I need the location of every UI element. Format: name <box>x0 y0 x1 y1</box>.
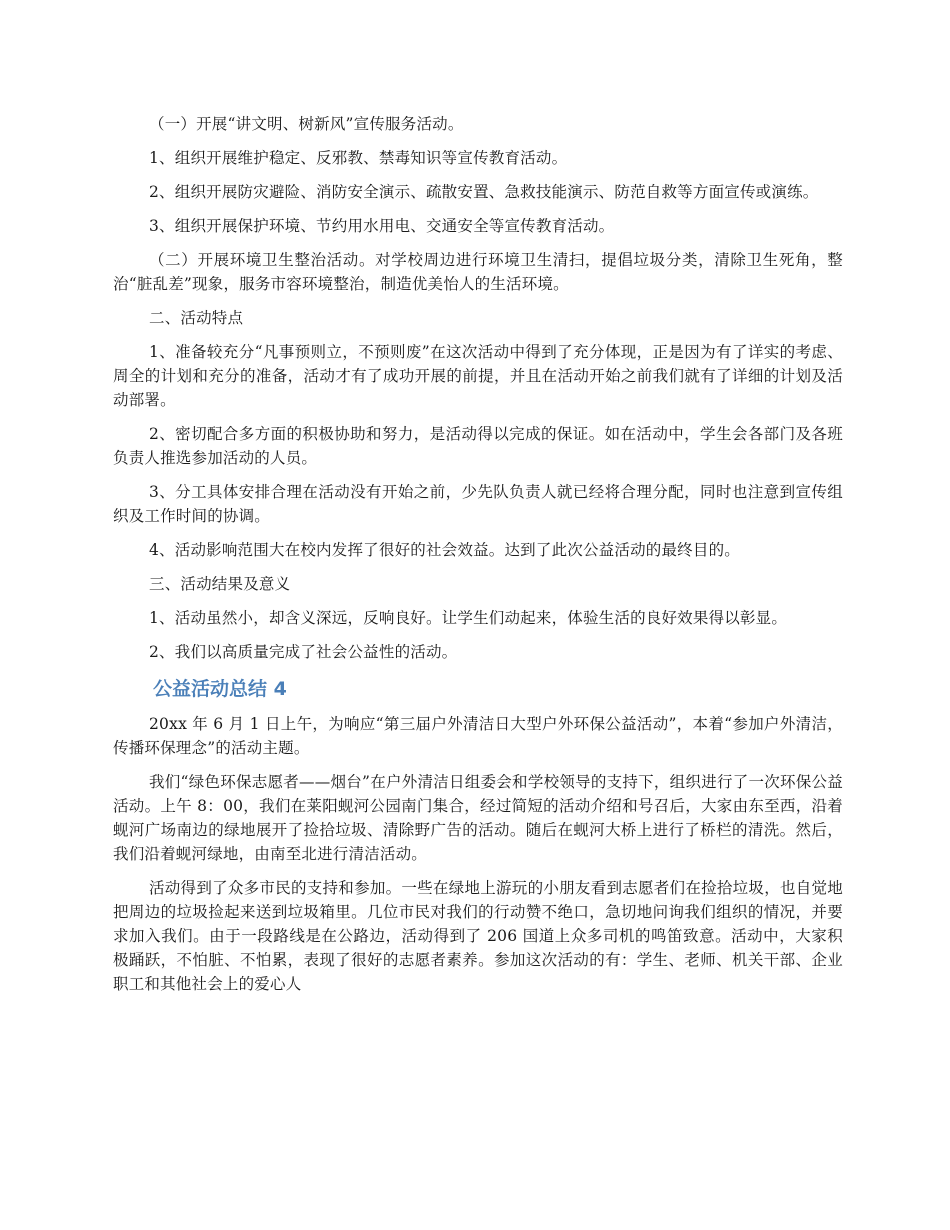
paragraph: 2、密切配合多方面的积极协助和努力，是活动得以完成的保证。如在活动中，学生会各部门及各班负责人推选参加活动的人员。 <box>113 425 843 467</box>
paragraph: 2、组织开展防灾避险、消防安全演示、疏散安置、急救技能演示、防范自救等方面宣传或演练。 <box>149 183 819 201</box>
paragraph: 1、组织开展维护稳定、反邪教、禁毒知识等宣传教育活动。 <box>149 149 568 167</box>
paragraph: 1、活动虽然小，却含义深远，反响良好。让学生们动起来，体验生活的良好效果得以彰显。 <box>149 609 788 627</box>
paragraph: （二）开展环境卫生整治活动。对学校周边进行环境卫生清扫，提倡垃圾分类，清除卫生死角，整治“脏乱差”现象，服务市容环境整治，制造优美怡人的生活环境。 <box>113 251 843 293</box>
paragraph: 2、我们以高质量完成了社会公益性的活动。 <box>149 643 458 661</box>
paragraph: 1、准备较充分“凡事预则立，不预则废”在这次活动中得到了充分体现，正是因为有了详实的考虑、周全的计划和充分的准备，活动才有了成功开展的前提，并且在活动开始之前我们就有了详细的计划及活动部署。 <box>113 343 843 409</box>
article-heading: 公益活动总结 4 <box>153 678 287 700</box>
paragraph: 20xx 年 6 月 1 日上午，为响应“第三届户外清洁日大型户外环保公益活动”，本着“参加户外清洁，传播环保理念”的活动主题。 <box>113 715 843 757</box>
document-body <box>113 112 843 1006</box>
paragraph: （一）开展“讲文明、树新风”宣传服务活动。 <box>149 115 464 133</box>
paragraph: 4、活动影响范围大在校内发挥了很好的社会效益。达到了此次公益活动的最终目的。 <box>149 541 740 559</box>
paragraph: 3、组织开展保护环境、节约用水用电、交通安全等宣传教育活动。 <box>149 217 615 235</box>
paragraph: 我们“绿色环保志愿者——烟台”在户外清洁日组委会和学校领导的支持下，组织进行了一次环保公益活动。上午 8：00，我们在莱阳蚬河公园南门集合，经过简短的活动介绍和号召后，大家由东至西，沿着蚬河广场南边的绿地展开了捡拾垃圾、清除野广告的活动。随后在蚬河大桥上进行了桥栏的清洗。然后，我们沿着蚬河绿地，由南至北进行清洁活动。 <box>113 773 843 863</box>
paragraph: 活动得到了众多市民的支持和参加。一些在绿地上游玩的小朋友看到志愿者们在捡拾垃圾，也自觉地把周边的垃圾捡起来送到垃圾箱里。几位市民对我们的行动赞不绝口，急切地问询我们组织的情况，并要求加入我们。由于一段路线是在公路边，活动得到了 206 国道上众多司机的鸣笛致意。活动中，大家积极踊跃，不怕脏、不怕累，表现了很好的志愿者素养。参加这次活动的有：学生、老师、机关干部、企业职工和其他社会上的爱心人 <box>113 879 843 993</box>
paragraph: 3、分工具体安排合理在活动没有开始之前，少先队负责人就已经将合理分配，同时也注意到宣传组织及工作时间的协调。 <box>113 483 843 525</box>
section-title: 三、活动结果及意义 <box>149 575 291 593</box>
section-title: 二、活动特点 <box>149 309 244 327</box>
